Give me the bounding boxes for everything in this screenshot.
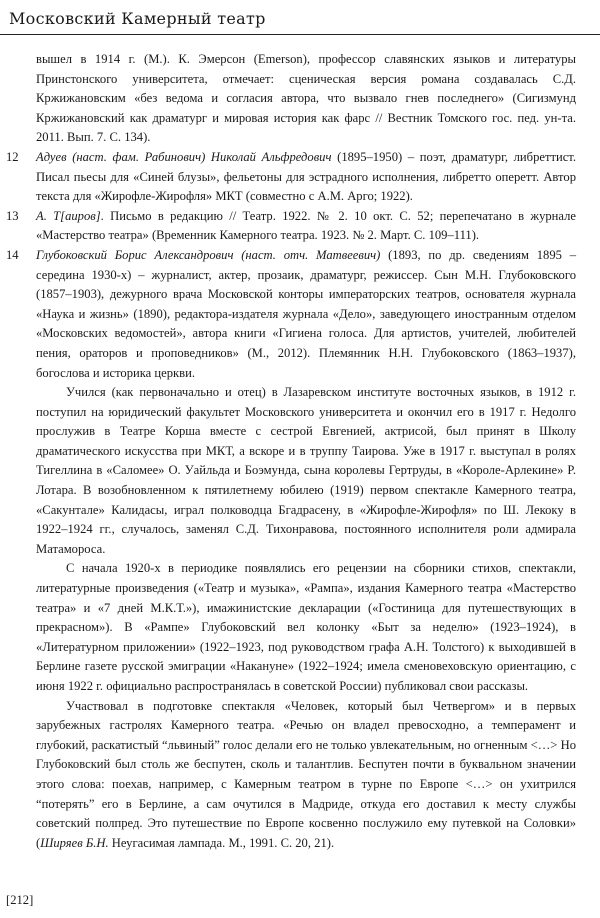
header-divider [0,34,600,35]
running-header [0,0,600,34]
footnote-text: . Письмо в редакцию // Театр. 1922. № 2. 10 окт. С. 52; перепечатано в журнале «Мастерство театра» (Временник Камерного театра. 1923. № 2. Март. С. 109–111). [36,208,576,243]
footnote-text: вышел в 1914 г. (М.). К. Эмерсон (Emerson), профессор славянских языков и литературы Принстонского университета, отмечает: сценическая версия романа создавалась С.Д. Кржижановским «без ведома и согласия автора, что вызвало гнев последнего» (Сигизмунд Кржижановский как драматург и мировая история как фарс // Вестник Томского гос. пед. ун-та. 2011. Вып. 7. С. 134). [36,52,576,145]
footnote-14 [6,246,576,853]
paragraph-text: Участвовал в подготовке спектакля «Человек, который был Четвергом» и в первых зарубежных гастролях Камерного театра. «Речью он владел превосходно, а темперамент и глубокий, раскатистый “львиный” голос делали его не только увлекательным, но огненным <…> Но Глубоковский был столь же беспутен, сколь и талантлив. Беспутен почти в буквальном значении этого слова: поехав, например, с Камерным театром в турне по Европе <…> он ухитрился “потерять” его в Берлине, а сам очутился в Мадриде, откуда его доставил к месту службы советский полпред. Это путешествие по Европе косвенно послужило ему путевкой на Соловки» ( [36,698,576,850]
body-paragraph: Учился (как первоначально и отец) в Лазаревском институте восточных языков, в 1912 г. поступил на юридический факультет Московского университета и окончил его в 1917 г. Недолго прослужив в Театре Корша вместе с сестрой Евгенией, актрисой, был принят в Школу драматического искусства при МКТ, а вскоре и в труппу Таирова. Уже в 1917 г. выступал в ролях Тигеллина в «Саломее» О. Уайльда и Боэмунда, сына королевы Гертруды, в «Короле-Арлекине» Р. Лотара. В возобновленном к пятилетнему юбилею (1919) первом спектакле Камерного театра, «Сакунтале» Калидасы, играл полководца Бгадрасену, в «Жирофле-Жирофля» по Ш. Лекоку в 1922–1924 гг., случалось, заменял С.Д. Тихонравова, постоянного исполнителя роли адмирала Матамороса. [36,385,576,556]
page-number: [212] [6,893,34,907]
page-content [6,50,576,853]
body-paragraph: С начала 1920-х в периодике появлялись его рецензии на сборники стихов, спектакли, литературные произведения («Театр и музыка», «Рампа», издания Камерного театра «Мастерство театра» и «7 дней М.К.Т.»), имажинистские декларации («Гостиница для путешествующих в прекрасном»). В «Рампе» Глубоковский вел колонку «Быт за неделю» (1923–1924), в «Литературном приложении» (1922–1923, под руководством графа А.Н. Толстого) к выходившей в Берлине газете русской эмиграции «Накануне» (1922–1924; имела сменовеховскую ориентацию, с июня 1922 г. официально распространялась в советской России) публиковал свои рассказы. [36,561,576,693]
footnote-continuation [36,50,576,148]
footnote-number: 14 [6,247,19,262]
citation-author: Ширяев Б.Н. [40,835,109,850]
paragraph-tail: Неугасимая лампада. М., 1991. С. 20, 21). [108,835,335,850]
footnote-italic: А. Т[аиров] [36,208,101,223]
footnote-italic: Адуев (наст. фам. Рабинович) Николай Альфредович [36,149,332,164]
footnote-12 [6,148,576,207]
body-paragraph-last [36,697,576,854]
footnote-italic: Глубоковский Борис Александрович (наст. отч. Матвеевич) [36,247,381,262]
footnote-13 [6,207,576,246]
footnote-text: (1895–1950) – поэт, драматург, либреттист. Писал пьесы для «Синей блузы», фельетоны для эстрадного исполнения, либретто оперетт. Автор текста для «Жирофле-Жирофля» МКТ (совместно с А.М. Арго; 1922). [36,149,576,204]
footnote-number: 12 [6,149,19,164]
footnote-number: 13 [6,208,19,223]
footnote-text: (1893, по др. сведениям 1895 – середина 1930-х) – журналист, актер, прозаик, драматург, режиссер. Сын М.Н. Глубоковского (1857–1903), дежурного врача Московской конторы императорских театров, основателя журнала «Наука и жизнь» (1890), редактора-издателя журнала «Дело», заведующего иностранным отделом «Московских ведомостей», автора книги «Гигиена голоса. Для артистов, учителей, любителей пения, ораторов и проповедников» (М., 2012). Племянник Н.Н. Глубоковского (1863–1937), богослова и историка церкви. [36,247,576,380]
running-header-title: Московский Камерный театр [9,9,266,28]
